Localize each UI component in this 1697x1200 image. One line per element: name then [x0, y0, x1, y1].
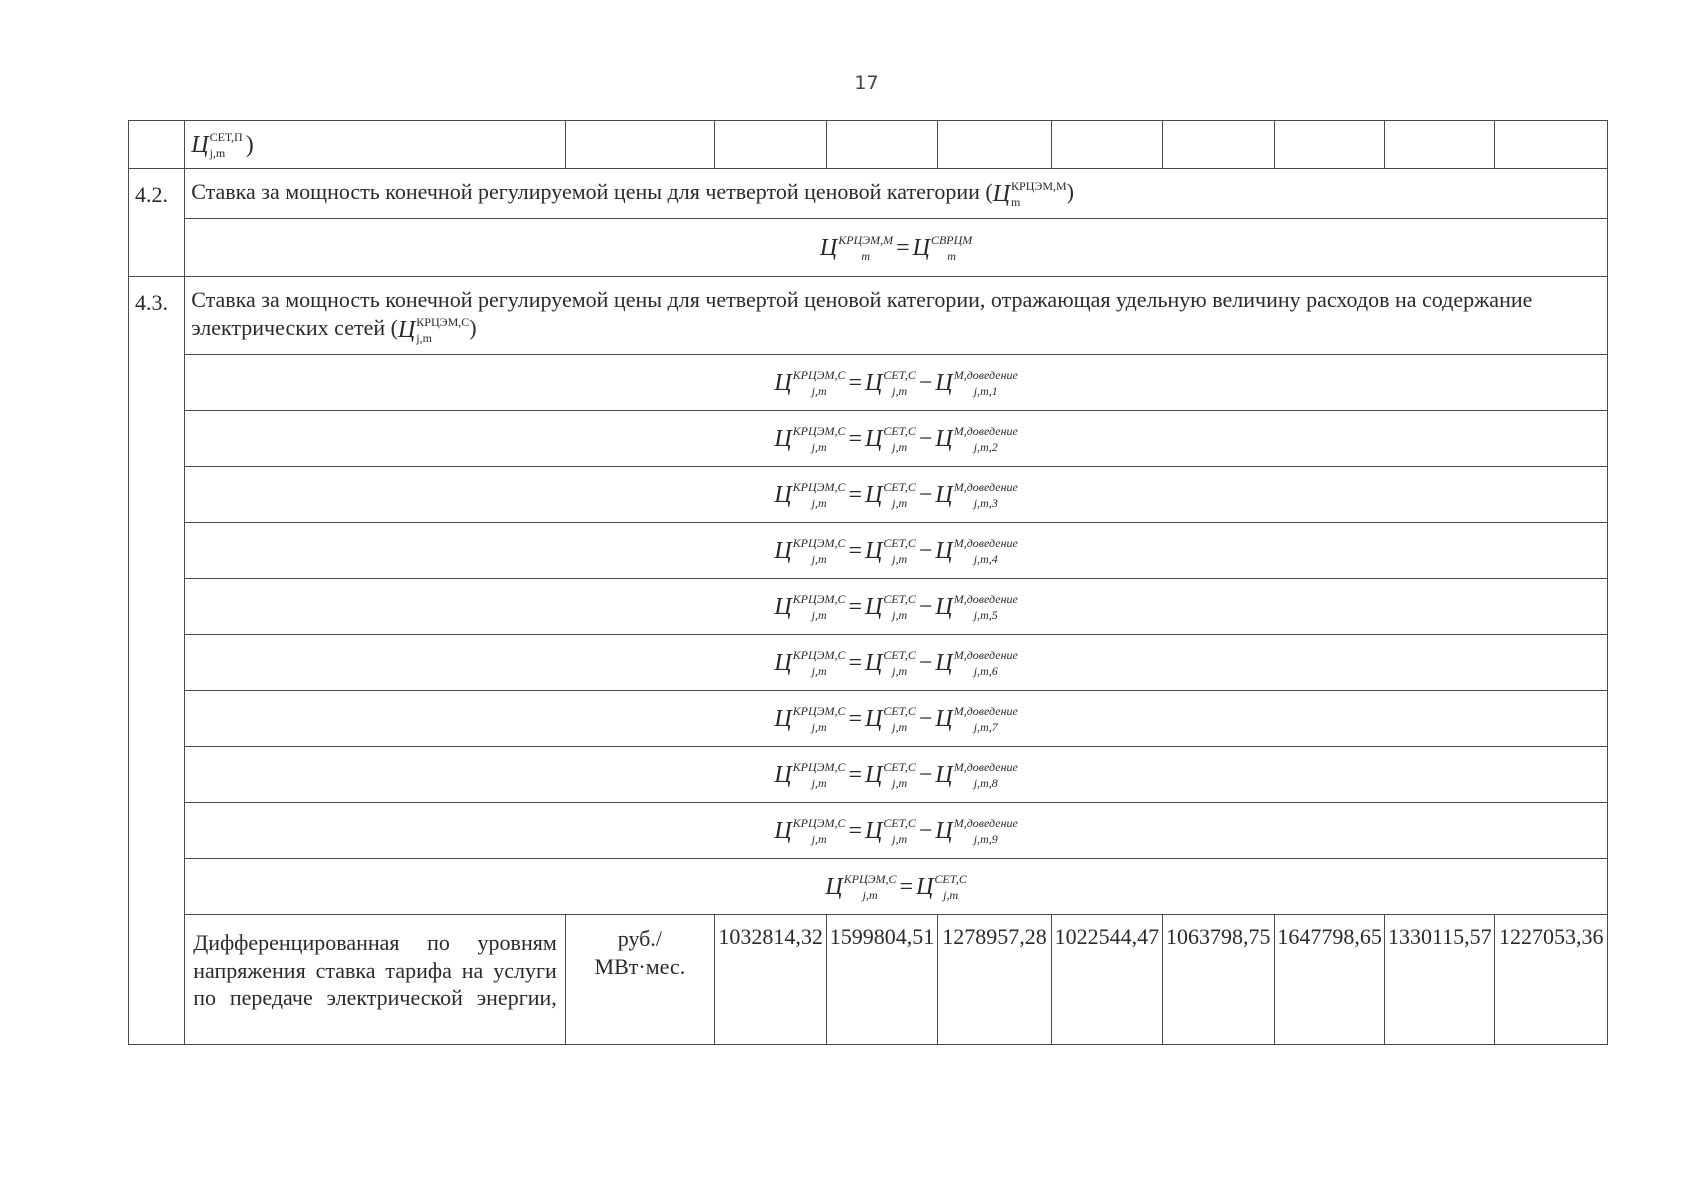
formula-sub: j,m: [943, 887, 959, 902]
formula-sup: М,доведение: [953, 535, 1018, 550]
formula-minus: −: [918, 481, 933, 508]
cell-value-2: 1599804,51: [827, 915, 937, 1045]
formula-eq: =: [848, 369, 863, 396]
formula-sup: М,доведение: [953, 647, 1018, 662]
cell-empty: [1495, 121, 1608, 169]
formula-c: Ц: [935, 369, 953, 396]
table-row-formula-final: [129, 859, 1608, 915]
formula-b: Ц: [865, 649, 883, 676]
formula-sub: j,m: [811, 383, 827, 398]
formula-b: Ц: [865, 817, 883, 844]
cell-formula-continuation: [185, 121, 566, 169]
formula-minus: −: [918, 593, 933, 620]
formula-script: [792, 647, 846, 678]
cell-empty: [1274, 121, 1384, 169]
formula-script: [883, 815, 916, 846]
cell-empty: [827, 121, 937, 169]
table-row-formula-4-2: [129, 219, 1608, 277]
formula-cell: [185, 579, 1608, 635]
row-description-4-3: [185, 277, 1608, 355]
cell-empty: [1162, 121, 1274, 169]
formula-script: [953, 479, 1018, 510]
cell-value-5: 1063798,75: [1162, 915, 1274, 1045]
formula-b: Ц: [865, 369, 883, 396]
formula-sup: КРЦЭМ,С: [843, 871, 897, 886]
formula-sup: КРЦЭМ,С: [792, 759, 846, 774]
formula-a: Ц: [774, 761, 792, 788]
formula-sub: j,m,2: [973, 439, 998, 454]
formula-sub: j,m: [892, 831, 908, 846]
formula-sup: СЕТ,С: [883, 815, 916, 830]
formula-cell: [185, 355, 1608, 411]
formula-minus: −: [918, 649, 933, 676]
formula-script: [792, 703, 846, 734]
formula-script: [953, 535, 1018, 566]
formula-sup: КРЦЭМ,С: [792, 479, 846, 494]
formula-eq: =: [848, 705, 863, 732]
formula-script: [792, 535, 846, 566]
formula-cell-4-2: [185, 219, 1608, 277]
formula-sub: j,m: [862, 887, 878, 902]
formula-script: [953, 423, 1018, 454]
formula-sup: М,доведение: [953, 479, 1018, 494]
formula-script: [953, 815, 1018, 846]
cell-empty: [714, 121, 826, 169]
formula-sub: j,m: [892, 663, 908, 678]
formula-sup: СЕТ,С: [883, 367, 916, 382]
table-row-formula-1: [129, 355, 1608, 411]
formula-sup: КРЦЭМ,С: [792, 367, 846, 382]
cell-unit: [565, 915, 714, 1045]
formula-sup: КРЦЭМ,М: [1011, 178, 1067, 193]
formula-a: Ц: [774, 593, 792, 620]
formula-b: Ц: [865, 425, 883, 452]
formula-sub: j,m,8: [973, 775, 998, 790]
formula-sub: j,m: [416, 330, 432, 345]
formula-sup: М,доведение: [953, 759, 1018, 774]
formula-sub: j,m: [811, 663, 827, 678]
formula-a: Ц: [774, 537, 792, 564]
table-row-formula-2: [129, 411, 1608, 467]
formula-c: Ц: [935, 537, 953, 564]
table-row-4-3: [129, 277, 1608, 355]
formula-sub: j,m: [811, 607, 827, 622]
formula-sup: СЕТ,С: [883, 423, 916, 438]
formula-a: Ц: [825, 873, 843, 900]
formula-sup: КРЦЭМ,М: [838, 232, 894, 247]
formula-script: [416, 314, 470, 345]
formula-cell: [185, 635, 1608, 691]
table-row-formula-8: [129, 747, 1608, 803]
formula-sub: j,m: [811, 439, 827, 454]
cell-empty: [565, 121, 714, 169]
formula-sup: М,доведение: [953, 423, 1018, 438]
formula-script: [953, 703, 1018, 734]
formula-script: [792, 423, 846, 454]
cell-value-8: 1227053,36: [1495, 915, 1608, 1045]
table-row-4-2: [129, 169, 1608, 219]
table-row-formula-5: [129, 579, 1608, 635]
formula-b: Ц: [865, 761, 883, 788]
formula-symbol: Ц: [191, 131, 209, 158]
formula-sub: j,m: [892, 607, 908, 622]
formula-sub: j,m,3: [973, 495, 998, 510]
formula-script: [953, 759, 1018, 790]
formula-script: [883, 479, 916, 510]
formula-eq: =: [896, 234, 910, 261]
formula-script: [792, 759, 846, 790]
formula-cell-final: [185, 859, 1608, 915]
description-text: Ставка за мощность конечной регулируемой цены для четвертой ценовой категории, отражающая удельную величину расходов на содержание электрических сетей (: [191, 287, 1533, 340]
formula-sup: КРЦЭМ,С: [792, 703, 846, 718]
formula-a: Ц: [774, 369, 792, 396]
formula-symbol: Ц: [992, 180, 1011, 207]
row-number-4-2: 4.2.: [129, 169, 185, 277]
formula-cell: [185, 747, 1608, 803]
description-text: Ставка за мощность конечной регулируемой цены для четвертой ценовой категории (: [191, 179, 993, 205]
formula-b: Ц: [916, 873, 934, 900]
formula-cell: [185, 523, 1608, 579]
formula-script: [209, 129, 243, 160]
formula-eq: =: [848, 817, 863, 844]
formula-script: [1011, 178, 1067, 209]
formula-sub: j,m: [892, 719, 908, 734]
table-row-values: [129, 915, 1608, 1045]
formula-c: Ц: [935, 593, 953, 620]
formula-sup: М,доведение: [953, 703, 1018, 718]
formula-c: Ц: [935, 425, 953, 452]
cell-value-3: 1278957,28: [937, 915, 1052, 1045]
table-row-formula-4: [129, 523, 1608, 579]
formula-close: ): [469, 314, 477, 340]
table-row-formula-3: [129, 467, 1608, 523]
formula-b: Ц: [865, 593, 883, 620]
formula-sub: j,m: [892, 439, 908, 454]
formula-a: Ц: [774, 817, 792, 844]
formula-b: Ц: [865, 481, 883, 508]
formula-c: Ц: [935, 761, 953, 788]
formula-eq: =: [899, 873, 914, 900]
formula-script: [792, 479, 846, 510]
formula-b: Ц: [865, 537, 883, 564]
formula-minus: −: [918, 537, 933, 564]
formula-sup: КРЦЭМ,С: [416, 314, 470, 329]
unit-line-1: руб./: [617, 926, 662, 951]
formula-sub: j,m: [892, 383, 908, 398]
formula-sup: СВРЦМ: [930, 232, 973, 247]
formula-lhs: Ц: [819, 234, 838, 261]
formula-script: [953, 647, 1018, 678]
formula-script: [934, 871, 967, 902]
formula-sup: СЕТ,С: [883, 647, 916, 662]
formula-sub: j,m: [892, 551, 908, 566]
formula-script: [883, 591, 916, 622]
formula-script: [843, 871, 897, 902]
formula-script: [883, 759, 916, 790]
formula-sub: j,m: [811, 495, 827, 510]
formula-sub: j,m: [811, 775, 827, 790]
table-row-formula-7: [129, 691, 1608, 747]
cell-empty: [1385, 121, 1495, 169]
formula-sup: М,доведение: [953, 367, 1018, 382]
cell-empty: [1052, 121, 1162, 169]
formula-script: [883, 367, 916, 398]
formula-eq: =: [848, 649, 863, 676]
formula-sub: j,m,1: [973, 383, 998, 398]
formula-sub: j,m: [892, 775, 908, 790]
formula-minus: −: [918, 761, 933, 788]
formula-sub: j,m,9: [973, 831, 998, 846]
formula-b: Ц: [865, 705, 883, 732]
formula-sup: СЕТ,С: [883, 591, 916, 606]
formula-sub: j,m,7: [973, 719, 998, 734]
formula-cell: [185, 467, 1608, 523]
cell-value-1: 1032814,32: [714, 915, 826, 1045]
page-number: 17: [854, 72, 879, 94]
formula-sub: j,m: [892, 495, 908, 510]
formula-sup: КРЦЭМ,С: [792, 591, 846, 606]
formula-c: Ц: [935, 481, 953, 508]
formula-minus: −: [918, 369, 933, 396]
formula-sup: СЕТ,С: [883, 703, 916, 718]
row-number-4-3: 4.3.: [129, 277, 185, 1045]
formula-sup: М,доведение: [953, 591, 1018, 606]
formula-sup: СЕТ,С: [883, 535, 916, 550]
formula-symbol: Ц: [397, 316, 416, 343]
formula-script: [792, 815, 846, 846]
formula-minus: −: [918, 705, 933, 732]
cell-description: Дифференцированная по уровням напряжения ставка тарифа на услуги по передаче электрической энергии,: [185, 915, 566, 1045]
formula-a: Ц: [774, 481, 792, 508]
cell-value-6: 1647798,65: [1274, 915, 1384, 1045]
formula-rhs: Ц: [912, 234, 930, 261]
formula-sub: j,m,4: [973, 551, 998, 566]
unit-line-2: МВт·мес.: [594, 953, 686, 979]
formula-sup: СЕТ,П: [209, 129, 243, 144]
formula-script: [953, 591, 1018, 622]
formula-script: [883, 535, 916, 566]
formula-sub: j,m,6: [973, 663, 998, 678]
formula-sup: КРЦЭМ,С: [792, 815, 846, 830]
row-description-4-2: [185, 169, 1608, 219]
formula-minus: −: [918, 425, 933, 452]
formula-script: [792, 591, 846, 622]
formula-sub: m: [947, 248, 956, 263]
formula-a: Ц: [774, 425, 792, 452]
formula-minus: −: [918, 817, 933, 844]
formula-sup: КРЦЭМ,С: [792, 535, 846, 550]
formula-sup: КРЦЭМ,С: [792, 647, 846, 662]
formula-script: [883, 647, 916, 678]
formula-c: Ц: [935, 649, 953, 676]
formula-script: [883, 703, 916, 734]
formula-eq: =: [848, 537, 863, 564]
formula-sub: j,m: [209, 145, 226, 160]
formula-script: [930, 232, 973, 263]
formula-close: ): [245, 131, 254, 158]
formula-a: Ц: [774, 705, 792, 732]
formula-sub: j,m: [811, 551, 827, 566]
cell-value-7: 1330115,57: [1385, 915, 1495, 1045]
formula-c: Ц: [935, 705, 953, 732]
formula-cell: [185, 411, 1608, 467]
formula-script: [792, 367, 846, 398]
formula-sub: j,m: [811, 831, 827, 846]
formula-cell: [185, 803, 1608, 859]
formula-a: Ц: [774, 649, 792, 676]
formula-sup: М,доведение: [953, 815, 1018, 830]
table-row-continuation: [129, 121, 1608, 169]
formula-eq: =: [848, 425, 863, 452]
formula-eq: =: [848, 761, 863, 788]
cell-number-empty: [129, 121, 185, 169]
formula-sub: m: [1011, 194, 1021, 209]
cell-empty: [937, 121, 1052, 169]
formula-sup: СЕТ,С: [883, 479, 916, 494]
formula-sup: КРЦЭМ,С: [792, 423, 846, 438]
formula-sub: m: [861, 248, 870, 263]
formula-close: ): [1066, 179, 1074, 205]
cell-value-4: 1022544,47: [1052, 915, 1162, 1045]
formula-sub: j,m: [811, 719, 827, 734]
tariff-table: [128, 120, 1608, 1045]
formula-script: [883, 423, 916, 454]
formula-sup: СЕТ,С: [883, 759, 916, 774]
formula-script: [838, 232, 894, 263]
formula-sub: j,m,5: [973, 607, 998, 622]
formula-eq: =: [848, 593, 863, 620]
formula-c: Ц: [935, 817, 953, 844]
formula-script: [953, 367, 1018, 398]
formula-sup: СЕТ,С: [934, 871, 967, 886]
formula-eq: =: [848, 481, 863, 508]
table-row-formula-9: [129, 803, 1608, 859]
table-row-formula-6: [129, 635, 1608, 691]
formula-cell: [185, 691, 1608, 747]
